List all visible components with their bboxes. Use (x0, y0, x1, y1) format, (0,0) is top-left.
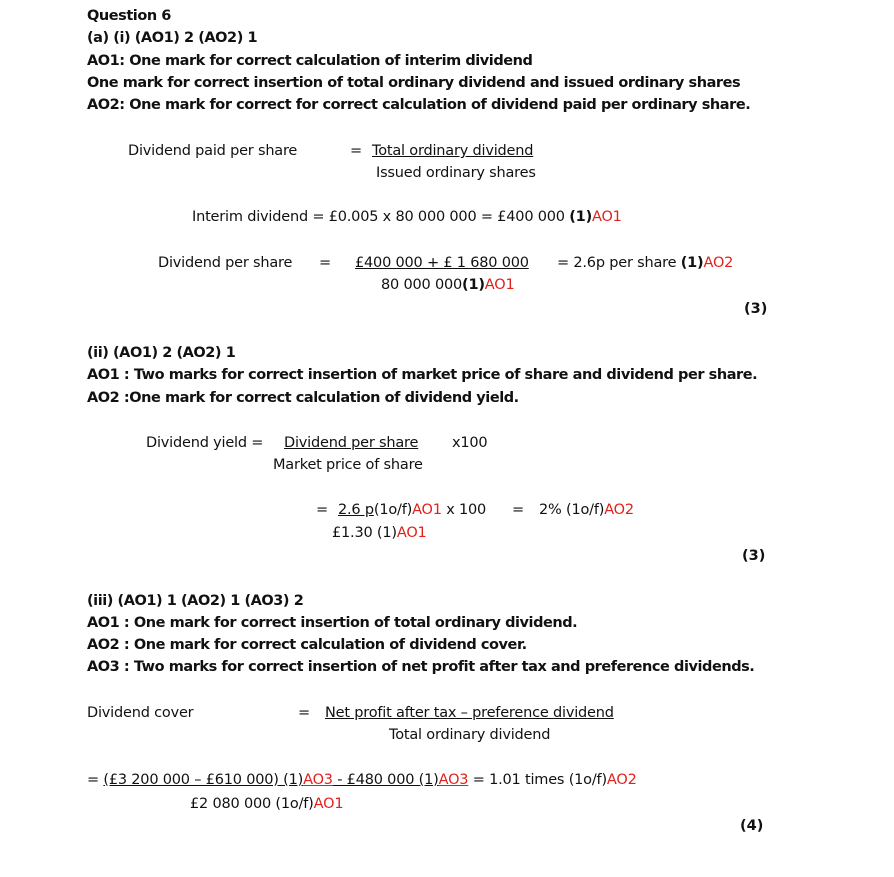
yield-calc-equals-2: = (512, 502, 524, 518)
dps-result-mark: (1) (680, 255, 704, 271)
cover-denominator-text: £2 080 000 (1o/f) (190, 796, 314, 812)
part-a-i-criterion-2: One mark for correct insertion of total ordinary dividend and issued ordinary shares (87, 75, 741, 91)
part-a-iii-criterion-1: AO1 : One mark for correct insertion of total ordinary dividend. (87, 615, 578, 631)
cover-calc-result-ao: AO2 (606, 772, 637, 788)
cover-calc-preference-ao: AO3 (438, 772, 469, 788)
cover-calc-numerator (87, 772, 637, 788)
part-a-i-criterion-1: AO1: One mark for correct calculation of interim dividend (87, 53, 533, 69)
part-a-ii-criterion-2: AO2 :One mark for correct calculation of dividend yield. (87, 390, 519, 406)
dps-result-text: = 2.6p per share (557, 255, 681, 271)
part-a-iii-marks: (4) (740, 818, 764, 834)
part-a-iii-criterion-3: AO3 : Two marks for correct insertion of net profit after tax and preference dividends. (87, 659, 755, 675)
cover-formula-label: Dividend cover (87, 705, 194, 721)
part-a-i-criterion-3: AO2: One mark for correct for correct calculation of dividend paid per ordinary share. (87, 97, 751, 113)
yield-formula-label: Dividend yield = (146, 435, 264, 451)
yield-denominator-ao: AO1 (396, 525, 427, 541)
dps-formula-numerator: Total ordinary dividend (372, 143, 534, 159)
part-a-iii-heading: (iii) (AO1) 1 (AO2) 1 (AO3) 2 (87, 593, 304, 609)
cover-calc-result: = 1.01 times (1o/f) (468, 772, 607, 788)
dps-formula-denominator: Issued ordinary shares (376, 165, 536, 181)
cover-calc-prefix: = (87, 772, 104, 788)
dps-denominator-ao: AO1 (484, 277, 515, 293)
yield-calc-numerator (338, 502, 486, 518)
dps-calc-equals: = (319, 255, 331, 271)
dps-result-ao: AO2 (703, 255, 734, 271)
dps-calc-numerator: £400 000 + £ 1 680 000 (355, 255, 529, 271)
part-a-ii-marks: (3) (742, 548, 766, 564)
interim-dividend-mark: (1) (569, 209, 592, 225)
dps-calc-label: Dividend per share (158, 255, 293, 271)
interim-dividend-ao: AO1 (592, 209, 622, 225)
yield-calc-result (539, 502, 634, 518)
cover-denominator-ao: AO1 (313, 796, 344, 812)
interim-dividend-line (192, 209, 622, 225)
dps-calc-denominator (381, 277, 514, 293)
dps-denominator-mark: (1) (462, 277, 485, 293)
dps-denominator-text: 80 000 000 (381, 277, 463, 293)
part-a-ii-heading: (ii) (AO1) 2 (AO2) 1 (87, 345, 236, 361)
dps-calc-result (557, 255, 733, 271)
yield-formula-numerator: Dividend per share (284, 435, 419, 451)
yield-calc-equals: = (316, 502, 328, 518)
question-title: Question 6 (87, 8, 171, 24)
yield-denominator-text: £1.30 (1) (332, 525, 397, 541)
yield-numerator-times: x 100 (441, 502, 487, 518)
part-a-iii-criterion-2: AO2 : One mark for correct calculation of dividend cover. (87, 637, 527, 653)
cover-formula-denominator: Total ordinary dividend (389, 727, 551, 743)
dps-formula-label: Dividend paid per share (128, 143, 298, 159)
dps-formula-equals: = (350, 143, 362, 159)
interim-dividend-text: Interim dividend = £0.005 x 80 000 000 = £400 000 (192, 209, 570, 225)
cover-formula-equals: = (298, 705, 310, 721)
cover-calc-preference: - £480 000 (1) (332, 772, 439, 788)
yield-numerator-ao: AO1 (412, 502, 442, 518)
yield-numerator-value: 2.6 p (338, 502, 374, 518)
yield-formula-times: x100 (452, 435, 488, 451)
part-a-ii-criterion-1: AO1 : Two marks for correct insertion of market price of share and dividend per share. (87, 367, 758, 383)
yield-calc-denominator (332, 525, 427, 541)
yield-result-text: 2% (1o/f) (539, 502, 605, 518)
cover-calc-profit: (£3 200 000 – £610 000) (1) (103, 772, 304, 788)
part-a-i-marks: (3) (744, 301, 768, 317)
yield-result-ao: AO2 (604, 502, 634, 518)
cover-formula-numerator: Net profit after tax – preference dividend (325, 705, 614, 721)
part-a-i-heading: (a) (i) (AO1) 2 (AO2) 1 (87, 30, 258, 46)
yield-formula-denominator: Market price of share (273, 457, 423, 473)
cover-calc-denominator (190, 796, 343, 812)
cover-calc-profit-ao: AO3 (303, 772, 333, 788)
yield-numerator-note: (1o/f) (373, 502, 413, 518)
